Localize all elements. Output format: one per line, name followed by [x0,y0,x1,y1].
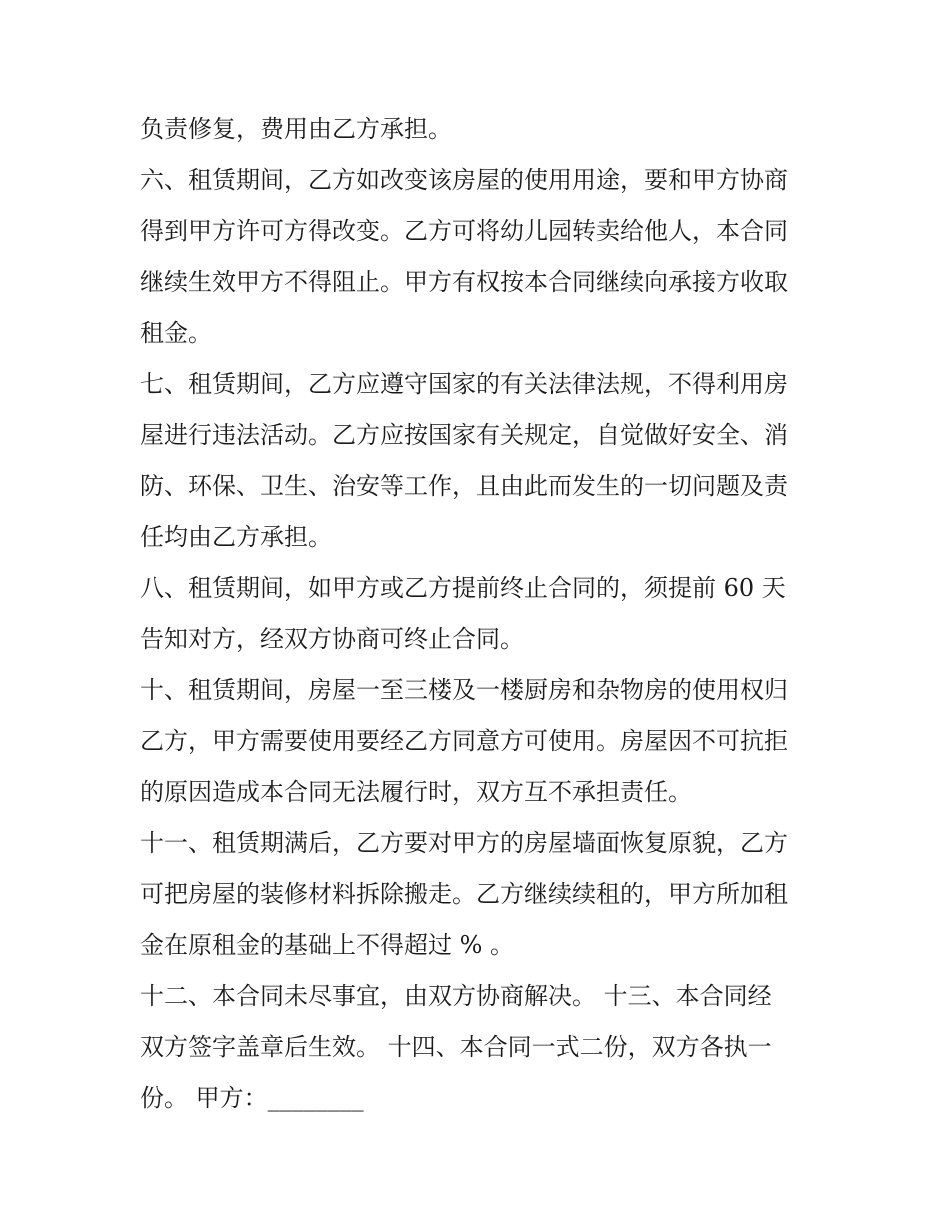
text-line: 的原因造成本合同无法履行时，双方互不承担责任。 [140,778,692,806]
text-line: 十、租赁期间，房屋一至三楼及一楼厨房和杂物房的使用权归 [140,676,788,704]
text-line: 得到甲方许可方得改变。乙方可将幼儿园转卖给他人，本合同 [140,217,788,245]
text-line: 双方签字盖章后生效。 十四、本合同一式二份，双方各执一 [140,1033,772,1061]
text-line: 乙方，甲方需要使用要经乙方同意方可使用。房屋因不可抗拒 [140,727,788,755]
text-line: 继续生效甲方不得阻止。甲方有权按本合同继续向承接方收取 [140,268,788,296]
text-line: 十二、本合同未尽事宜，由双方协商解决。 十三、本合同经 [140,982,772,1010]
text-line: 可把房屋的装修材料拆除搬走。乙方继续续租的，甲方所加租 [140,880,788,908]
text-line: 任均由乙方承担。 [140,523,332,551]
text-line: 六、租赁期间，乙方如改变该房屋的使用用途，要和甲方协商 [140,166,788,194]
text-line: 十一、租赁期满后，乙方要对甲方的房屋墙面恢复原貌，乙方 [140,829,788,857]
text-line: 金在原租金的基础上不得超过 % 。 [140,931,515,959]
text-line: 屋进行违法活动。乙方应按国家有关规定，自觉做好安全、消 [140,421,788,449]
document-body [140,104,820,1124]
text-line: 份。 甲方：________ [140,1084,364,1112]
text-line: 防、环保、卫生、治安等工作，且由此而发生的一切问题及责 [140,472,788,500]
text-line: 八、租赁期间，如甲方或乙方提前终止合同的，须提前 60 天 [140,574,786,602]
text-line: 七、租赁期间，乙方应遵守国家的有关法律法规，不得利用房 [140,370,788,398]
text-line: 租金。 [140,319,212,347]
text-line: 告知对方，经双方协商可终止合同。 [140,625,524,653]
text-line: 负责修复，费用由乙方承担。 [140,115,452,143]
